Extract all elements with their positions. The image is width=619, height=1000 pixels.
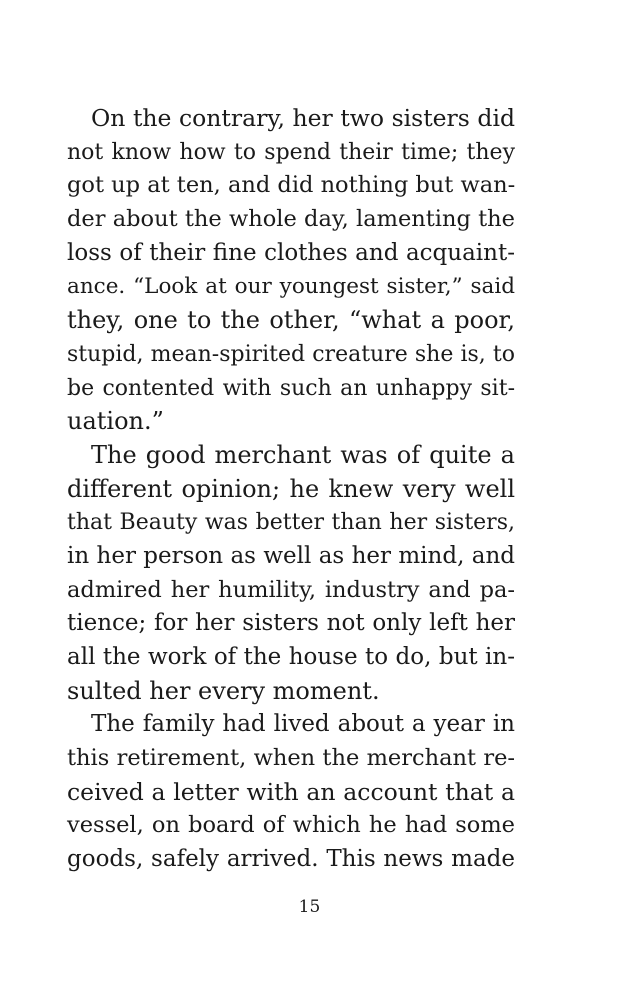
text-line: On the contrary, her two sisters did xyxy=(91,104,515,132)
page-number: 15 xyxy=(298,897,321,917)
text-line: goods, safely arrived. This news made xyxy=(67,846,515,873)
text-line: got up at ten, and did nothing but wan- xyxy=(67,172,516,199)
text-line: ance. “Look at our youngest sister,” said xyxy=(67,274,515,300)
text-line: The good merchant was of quite a xyxy=(91,440,515,469)
text-line: stupid, mean-spirited creature she is, to xyxy=(67,341,515,367)
text-line: loss of their fine clothes and acquaint- xyxy=(67,239,515,266)
text-line: they, one to the other, “what a poor, xyxy=(67,306,515,335)
text-line: ceived a letter with an account that a xyxy=(67,777,515,806)
text-line: all the work of the house to do, but in- xyxy=(67,644,515,670)
text-line: admired her humility, industry and pa- xyxy=(67,576,515,603)
text-line: der about the whole day, lamenting the xyxy=(67,206,515,233)
text-line: not know how to spend their time; they xyxy=(67,139,515,165)
text-line: in her person as well as her mind, and xyxy=(67,542,515,569)
text-line: uation.” xyxy=(67,407,164,436)
text-line: this retirement, when the merchant re- xyxy=(67,745,515,772)
text-line: different opinion; he knew very well xyxy=(67,474,515,503)
text-line: that Beauty was better than her sisters, xyxy=(67,510,515,536)
body-text xyxy=(67,102,515,877)
text-line: be contented with such an unhappy sit- xyxy=(67,375,515,401)
text-line: tience; for her sisters not only left her xyxy=(67,610,515,637)
text-line: vessel, on board of which he had some xyxy=(67,812,515,839)
text-line: sulted her every moment. xyxy=(67,676,380,705)
text-line: The family had lived about a year in xyxy=(91,711,515,738)
